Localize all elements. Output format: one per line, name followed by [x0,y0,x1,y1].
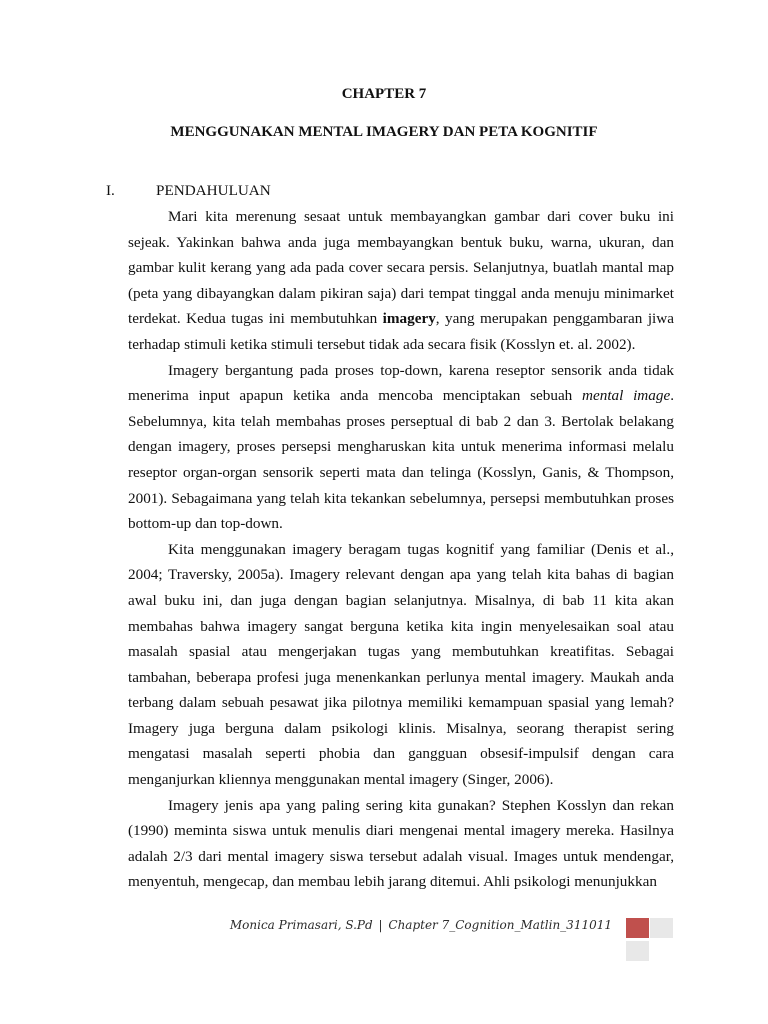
footer-light-square [650,918,673,938]
term-imagery: imagery [382,310,436,328]
section-title: PENDAHULUAN [156,182,271,199]
paragraph-4: Imagery jenis apa yang paling sering kita gunakan? Stephen Kosslyn dan rekan (1990) meminta siswa untuk menulis diari mengenai mental imagery mereka. Hasilnya adalah 2/3 dari mental imagery siswa tersebut adalah visual. Images untuk mendengar, menyentuh, mengecap, dan membau lebih jarang ditemui. Ahli psikologi menunjukkan [128,796,674,891]
paragraph-1-text-a: Mari kita merenung sesaat untuk membayangkan gambar dari cover buku ini sejeak. Yakinkan bahwa anda juga membayangkan bentuk buku, warna, ukuran, dan gambar kulit kerang yang ada pada cover secara persis. Selanjutnya, buatlah mantal map (peta yang dibayangkan dalam pikiran saja) dari tempat tinggal anda menuju minimarket terdekat. Kedua tugas ini membutuhkan [128,208,674,328]
footer-file-name: Chapter 7_Cognition_Matlin_311011 [388,918,612,932]
chapter-title: MENGGUNAKAN MENTAL IMAGERY DAN PETA KOGNITIF [170,124,598,140]
section-heading [106,182,271,200]
section-number: I. [106,182,115,199]
paragraph-2 [128,358,674,537]
paragraph-1 [128,204,674,358]
paragraph-3: Kita menggunakan imagery beragam tugas kognitif yang familiar (Denis et al., 2004; Traversky, 2005a). Imagery relevant dengan apa yang telah kita bahas di bagian awal buku ini, dan juga dengan bagian selanjutnya. Misalnya, di bab 11 kita akan membahas bahwa imagery sangat berguna ketika kita ingin menyelesaikan soal atau masalah spasial atau mengerjakan tugas yang membutuhkan kreatifitas. Sebagai tambahan, beberapa profesi juga menenkankan perlunya mental imagery. Maukah anda terbang dalam sebuah pesawat jika pilotnya memiliki kemampuan spasial yang lemah? Imagery juga berguna dalam psikologi klinis. Misalnya, seorang therapist sering mengatasi masalah seperti phobia dan gangguan obsesif-impulsif dengan cara menganjurkan kliennya menggunakan mental imagery (Singer, 2006). [128,540,674,789]
page-footer [230,918,612,932]
paragraph-1-text-b: , yang merupakan penggambaran jiwa terhadap stimuli ketika stimuli tersebut tidak ada secara fisik (Kosslyn et. al. 2002). [128,310,674,353]
paragraph-2-text-a: Imagery bergantung pada proses top-down, karena reseptor sensorik anda tidak menerima input apapun ketika anda mencoba menciptakan sebuah [128,361,674,405]
footer-author: Monica Primasari, S.Pd [229,918,373,932]
term-mental-image: mental image [582,387,671,405]
footer-accent-square [626,918,649,938]
footer-separator: | [378,918,383,932]
chapter-heading: CHAPTER 7 [341,86,427,102]
body-text [128,204,674,895]
footer-light-square [626,941,649,961]
paragraph-2-text-b: . Sebelumnya, kita telah membahas proses perseptual di bab 2 dan 3. Bertolak belakang dengan imagery, proses persepsi mengharuskan kita untuk menerima informasi melalu reseptor organ-organ sensorik seperti mata dan telinga (Kosslyn, Ganis, & Thompson, 2001). Sebagaimana yang telah kita tekankan sebelumnya, persepsi membutuhkan proses bottom-up dan top-down. [128,387,674,533]
